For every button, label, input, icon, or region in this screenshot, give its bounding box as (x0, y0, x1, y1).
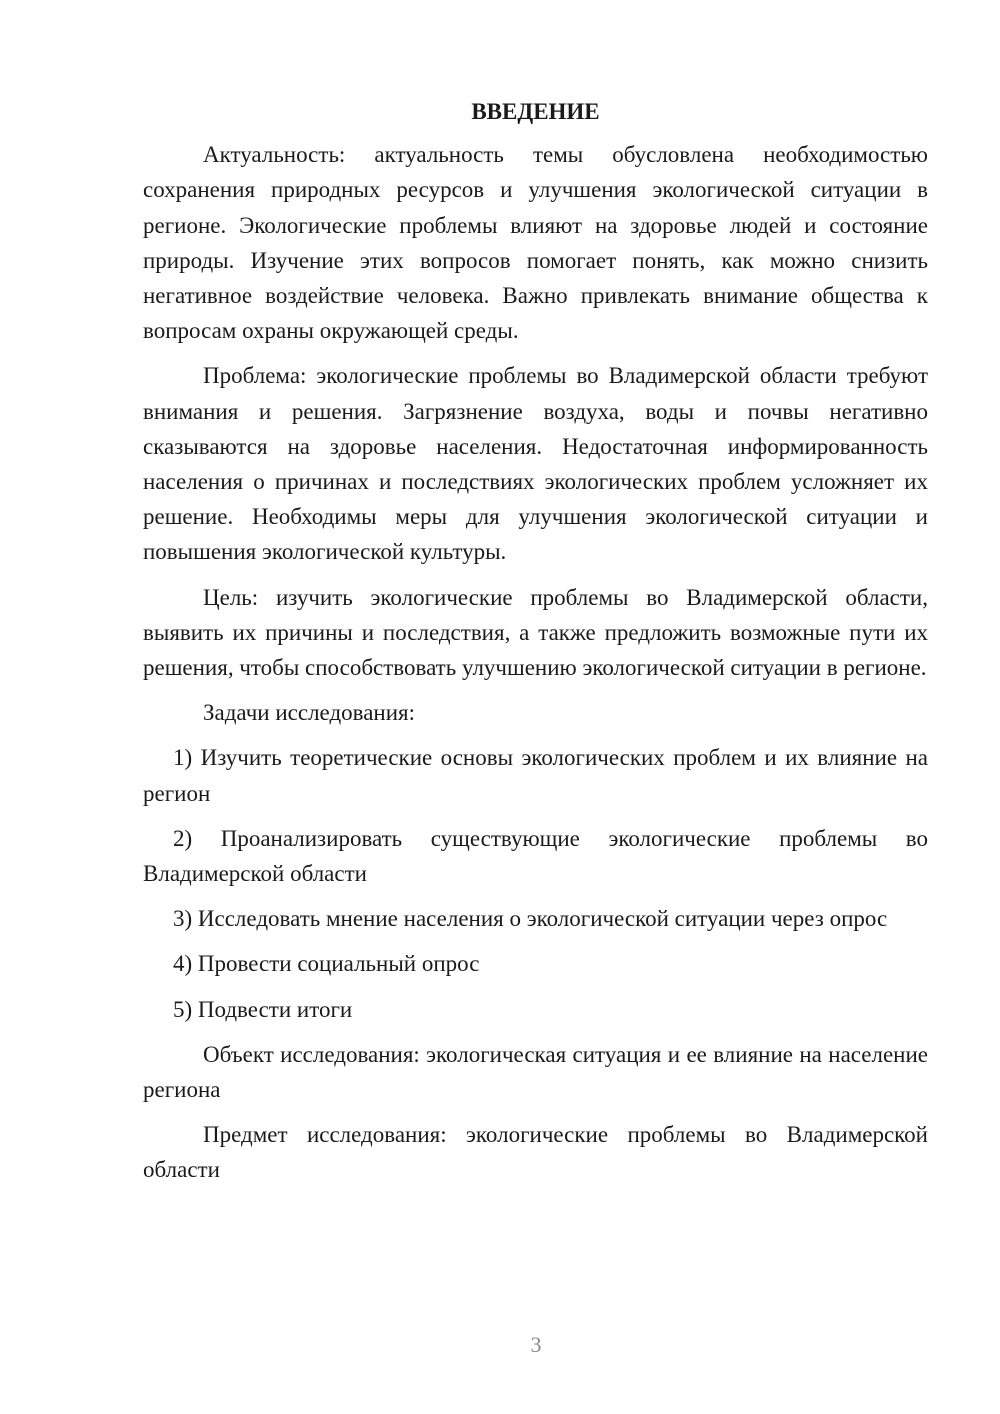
paragraph-goal: Цель: изучить экологические проблемы во Владимерской области, выявить их причины и последствия, а также предложить возможные пути их решения, чтобы способствовать улучшению экологической ситуации в регионе. (143, 584, 928, 681)
task-item-5: 5) Подвести итоги (173, 996, 353, 1022)
research-object: Объект исследования: экологическая ситуация и ее влияние на население региона (143, 1041, 928, 1103)
page-number: 3 (530, 1332, 542, 1357)
tasks-heading: Задачи исследования: (203, 700, 416, 726)
document-body (143, 94, 928, 1198)
paragraph-relevance: Актуальность: актуальность темы обусловлена необходимостью сохранения природных ресурсов и улучшения экологической ситуации в регионе. Экологические проблемы влияют на здоровье людей и состояние природы. Изучение этих вопросов помогает понять, как можно снизить негативное воздействие человека. Важно привлекать внимание общества к вопросам охраны окружающей среды. (143, 142, 928, 344)
paragraph-problem: Проблема: экологические проблемы во Владимерской области требуют внимания и решения. Загрязнение воздуха, воды и почвы негативно сказываются на здоровье населения. Недостаточная информированность населения о причинах и последствиях экологических проблем усложняет их решение. Необходимы меры для улучшения экологической ситуации и повышения экологической культуры. (143, 363, 928, 565)
task-item-2: 2) Проанализировать существующие экологические проблемы во Владимерской области (143, 825, 928, 887)
section-title: ВВЕДЕНИЕ (471, 99, 600, 124)
task-item-4: 4) Провести социальный опрос (173, 951, 480, 977)
task-item-1: 1) Изучить теоретические основы экологических проблем и их влияние на регион (143, 745, 928, 806)
task-item-3: 3) Исследовать мнение населения о экологической ситуации через опрос (173, 906, 888, 932)
research-subject: Предмет исследования: экологические проблемы во Владимерской области (143, 1122, 928, 1183)
